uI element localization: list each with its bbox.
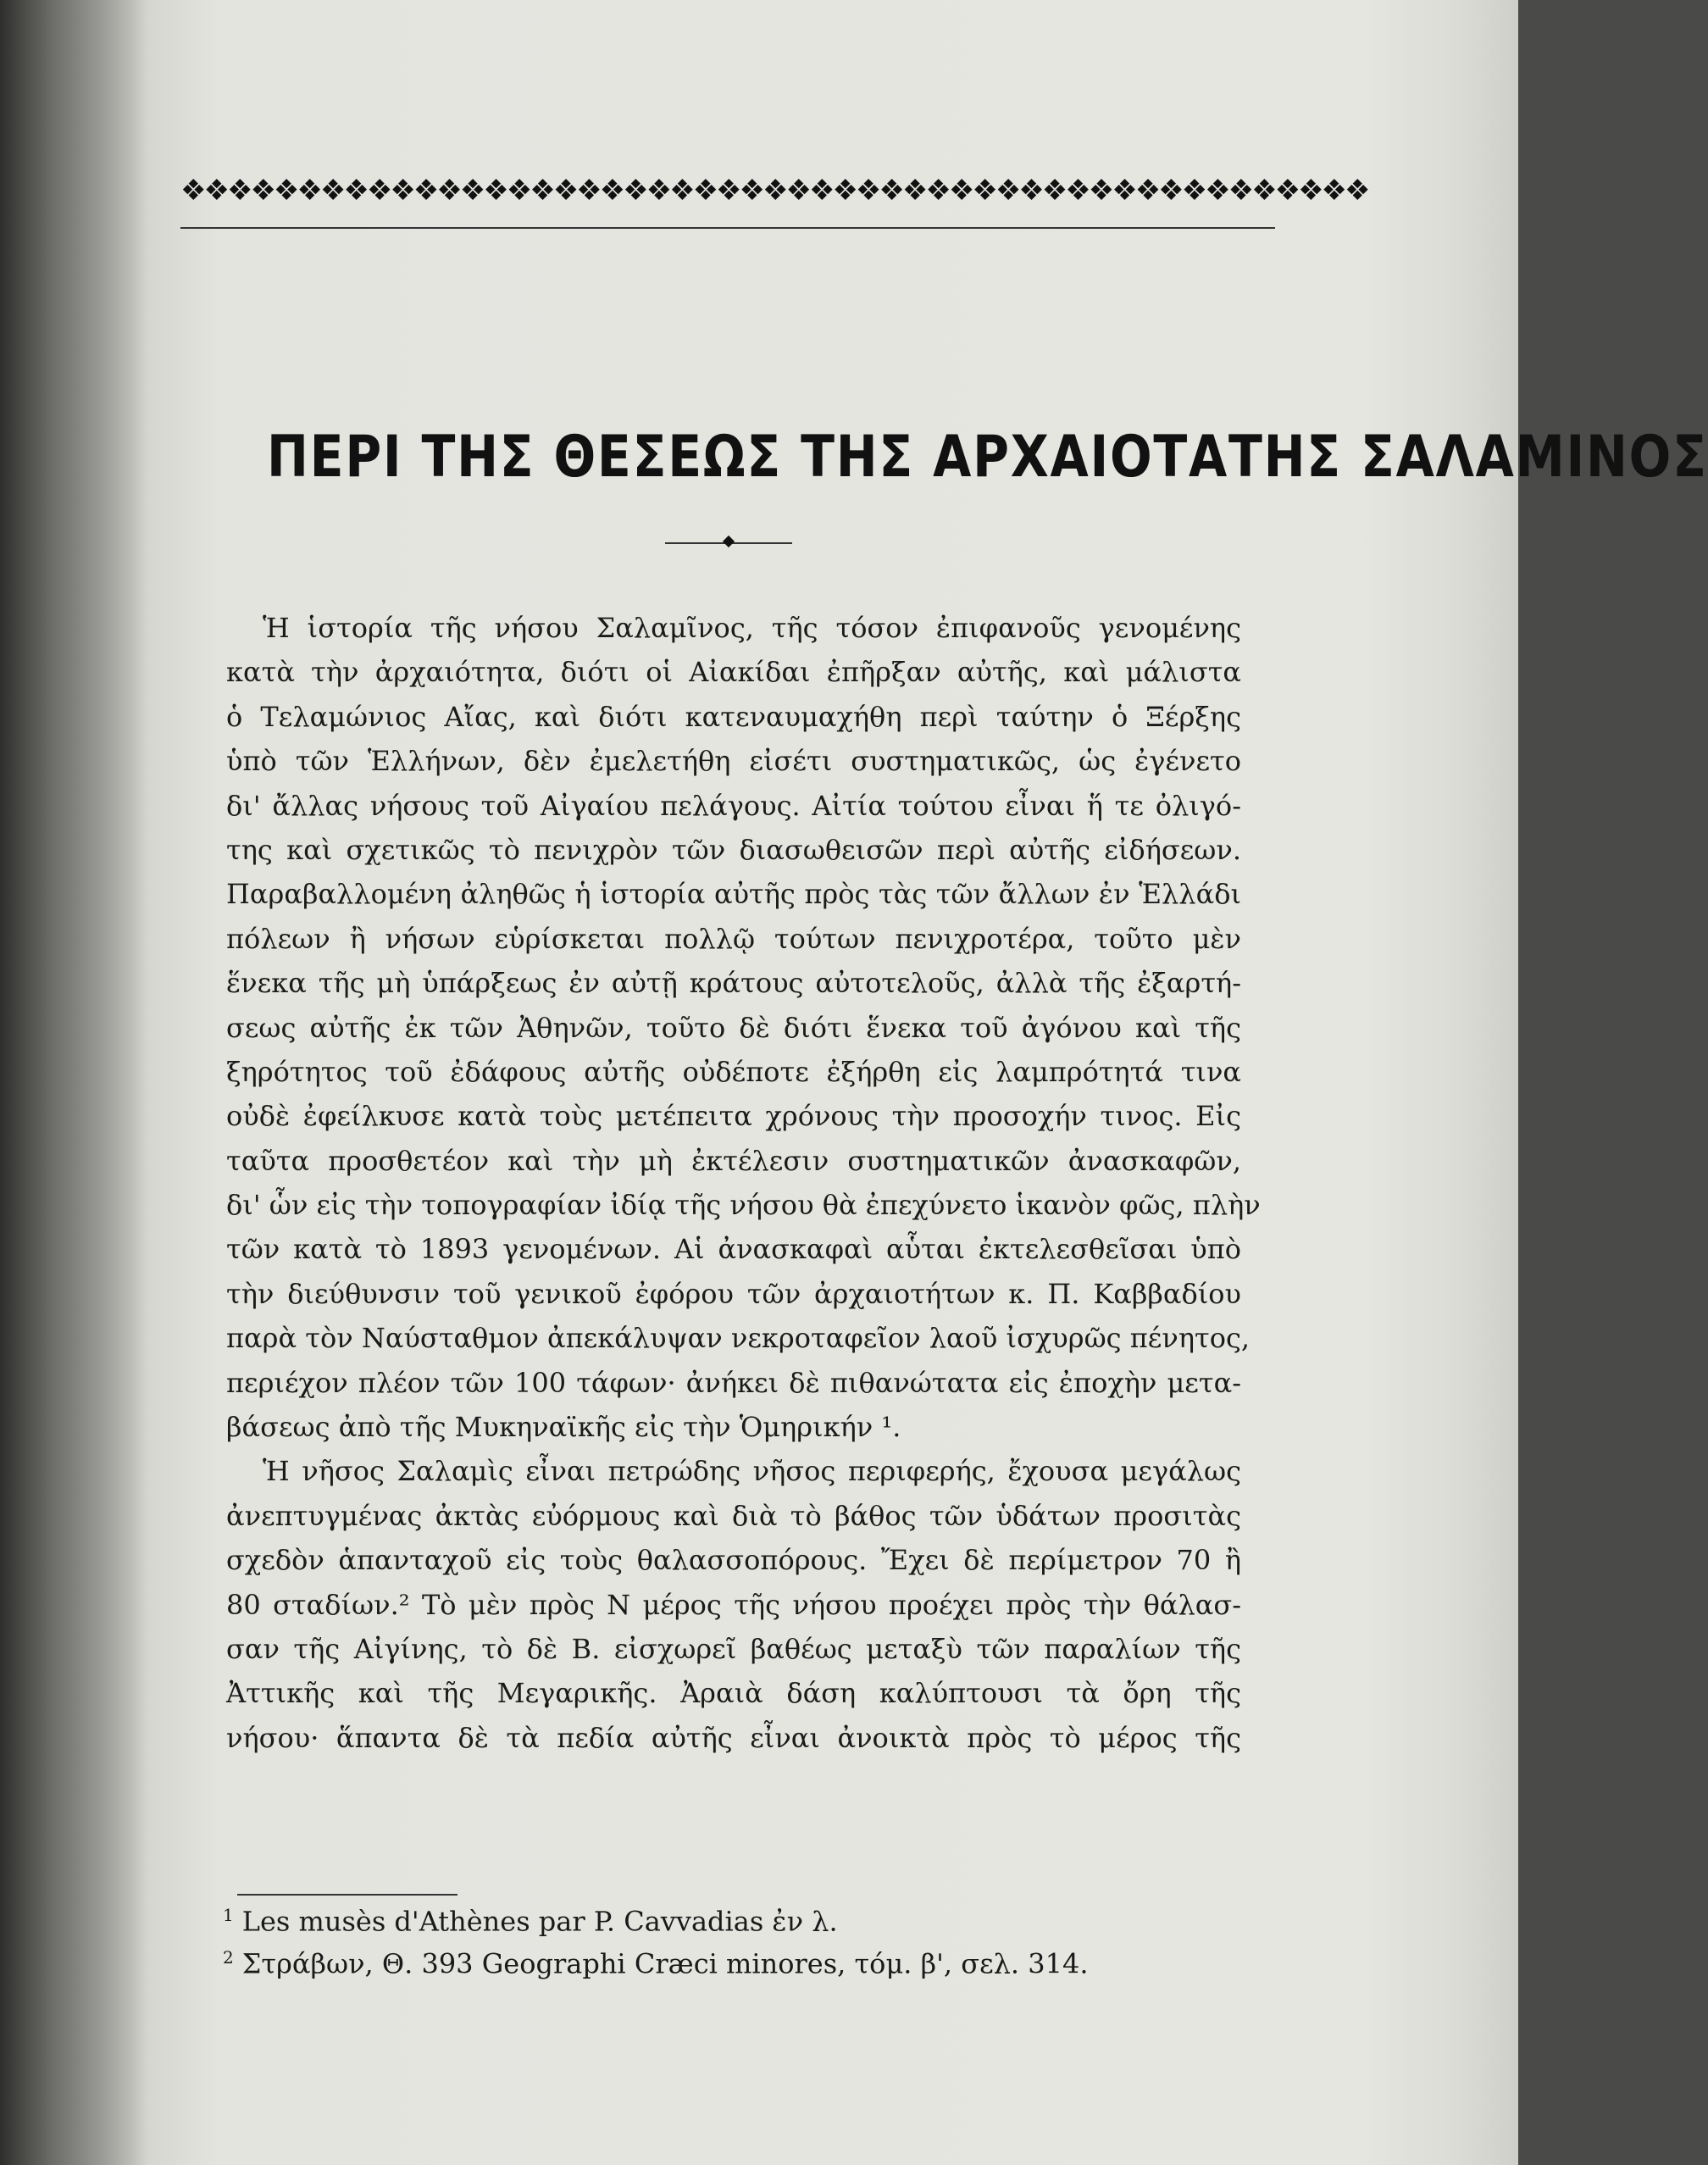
footnote-2 [223,1940,1239,1981]
decorative-border-band: ❖❖❖❖❖❖❖❖❖❖❖❖❖❖❖❖❖❖❖❖❖❖❖❖❖❖❖❖❖❖❖❖❖❖❖❖❖❖❖❖❖❖❖❖❖❖❖❖❖❖❖ [180,174,1368,208]
text-line: τῶν κατὰ τὸ 1893 γενομένων. Αἱ ἀνασκαφαὶ αὗται ἐκτελεσθεῖσαι ὑπὸ [226,1233,1241,1266]
text-line: τὴν διεύθυνσιν τοῦ γενικοῦ ἐφόρου τῶν ἀρχαιοτήτων κ. Π. Καββαδίου [226,1277,1241,1310]
text-line: βάσεως ἀπὸ τῆς Μυκηναϊκῆς εἰς τὴν Ὁμηρικήν ¹. [226,1411,901,1444]
text-line: δι' ἄλλας νήσους τοῦ Αἰγαίου πελάγους. Αἰτία τούτου εἶναι ἥ τε ὀλιγό- [226,789,1241,822]
text-line: σαν τῆς Αἰγίνης, τὸ δὲ Β. εἰσχωρεῖ βαθέως μεταξὺ τῶν παραλίων τῆς [226,1632,1241,1665]
text-line: περιέχον πλέον τῶν 100 τάφων· ἀνήκει δὲ πιθανώτατα εἰς ἐποχὴν μετα- [226,1366,1241,1399]
text-line: πόλεων ἢ νήσων εὑρίσκεται πολλῷ τούτων πενιχροτέρα, τοῦτο μὲν [226,922,1241,955]
footnote-text: Στράβων, Θ. 393 Geographi Cræci minores, τόμ. β', σελ. 314. [241,1947,1089,1980]
book-page [148,0,1708,2165]
text-line: ὑπὸ τῶν Ἑλλήνων, δὲν ἐμελετήθη εἰσέτι συστηματικῶς, ὡς ἐγένετο [226,745,1241,778]
diamond-icon [723,536,735,547]
footnote-number: 2 [223,1947,234,1968]
text-line: ἀνεπτυγμένας ἀκτὰς εὐόρμους καὶ διὰ τὸ βάθος τῶν ὑδάτων προσιτὰς [226,1499,1241,1532]
text-line: ταῦτα προσθετέον καὶ τὴν μὴ ἐκτέλεσιν συστηματικῶν ἀνασκαφῶν, [226,1144,1241,1177]
text-line: παρὰ τὸν Ναύσταθμον ἀπεκάλυψαν νεκροταφεῖον λαοῦ ἰσχυρῶς πένητος, [226,1322,1250,1355]
text-line: Ἡ νῆσος Σαλαμὶς εἶναι πετρώδης νῆσος περιφερής, ἔχουσα μεγάλως [263,1455,1241,1488]
title-separator [665,534,792,551]
text-line: δι' ὧν εἰς τὴν τοπογραφίαν ἰδίᾳ τῆς νήσου θὰ ἐπεχύνετο ἱκανὸν φῶς, πλὴν [226,1189,1261,1222]
page-title: ΠΕΡΙ ΤΗΣ ΘΕΣΕΩΣ ΤΗΣ ΑΡΧΑΙΟΤΑΤΗΣ ΣΑΛΑΜΙΝΟΣ [267,424,1708,491]
text-line: Ἡ ἱστορία τῆς νήσου Σαλαμῖνος, τῆς τόσον ἐπιφανοῦς γενομένης [263,612,1241,644]
text-line: σεως αὐτῆς ἐκ τῶν Ἀθηνῶν, τοῦτο δὲ διότι ἕνεκα τοῦ ἀγόνου καὶ τῆς [226,1011,1241,1044]
text-line: Ἀττικῆς καὶ τῆς Μεγαρικῆς. Ἀραιὰ δάση καλύπτουσι τὰ ὄρη τῆς [226,1677,1241,1710]
text-line: 80 σταδίων.² Τὸ μὲν πρὸς Ν μέρος τῆς νήσου προέχει πρὸς τὴν θάλασ- [226,1588,1241,1621]
footnote-1 [223,1898,1239,1939]
text-line: κατὰ τὴν ἀρχαιότητα, διότι οἱ Αἰακίδαι ἐπῆρξαν αὐτῆς, καὶ μάλιστα [226,656,1241,689]
footnote-number: 1 [223,1905,234,1925]
text-line: της καὶ σχετικῶς τὸ πενιχρὸν τῶν διασωθεισῶν περὶ αὐτῆς εἰδήσεων. [226,833,1241,866]
text-line: ἕνεκα τῆς μὴ ὑπάρξεως ἐν αὐτῇ κράτους αὐτοτελοῦς, ἀλλὰ τῆς ἐξαρτή- [226,967,1241,1000]
text-line: Παραβαλλομένη ἀληθῶς ἡ ἱστορία αὐτῆς πρὸς τὰς τῶν ἄλλων ἐν Ἑλλάδι [226,878,1241,911]
header-rule [180,227,1275,229]
text-line: νήσου· ἅπαντα δὲ τὰ πεδία αὐτῆς εἶναι ἀνοικτὰ πρὸς τὸ μέρος τῆς [226,1721,1241,1754]
text-line: σχεδὸν ἁπανταχοῦ εἰς τοὺς θαλασσοπόρους. Ἔχει δὲ περίμετρον 70 ἢ [226,1544,1241,1577]
footnote-text: Les musès d'Athènes par P. Cavvadias ἐν λ. [241,1905,838,1938]
text-line: ξηρότητος τοῦ ἐδάφους αὐτῆς οὐδέποτε ἐξήρθη εἰς λαμπρότητά τινα [226,1055,1241,1088]
text-line: ὁ Τελαμώνιος Αἴας, καὶ διότι κατεναυμαχήθη περὶ ταύτην ὁ Ξέρξης [226,700,1241,733]
footnote-rule [237,1894,458,1896]
text-line: οὐδὲ ἐφείλκυσε κατὰ τοὺς μετέπειτα χρόνους τὴν προσοχήν τινος. Εἰς [226,1100,1241,1133]
body-text [148,606,1261,1760]
